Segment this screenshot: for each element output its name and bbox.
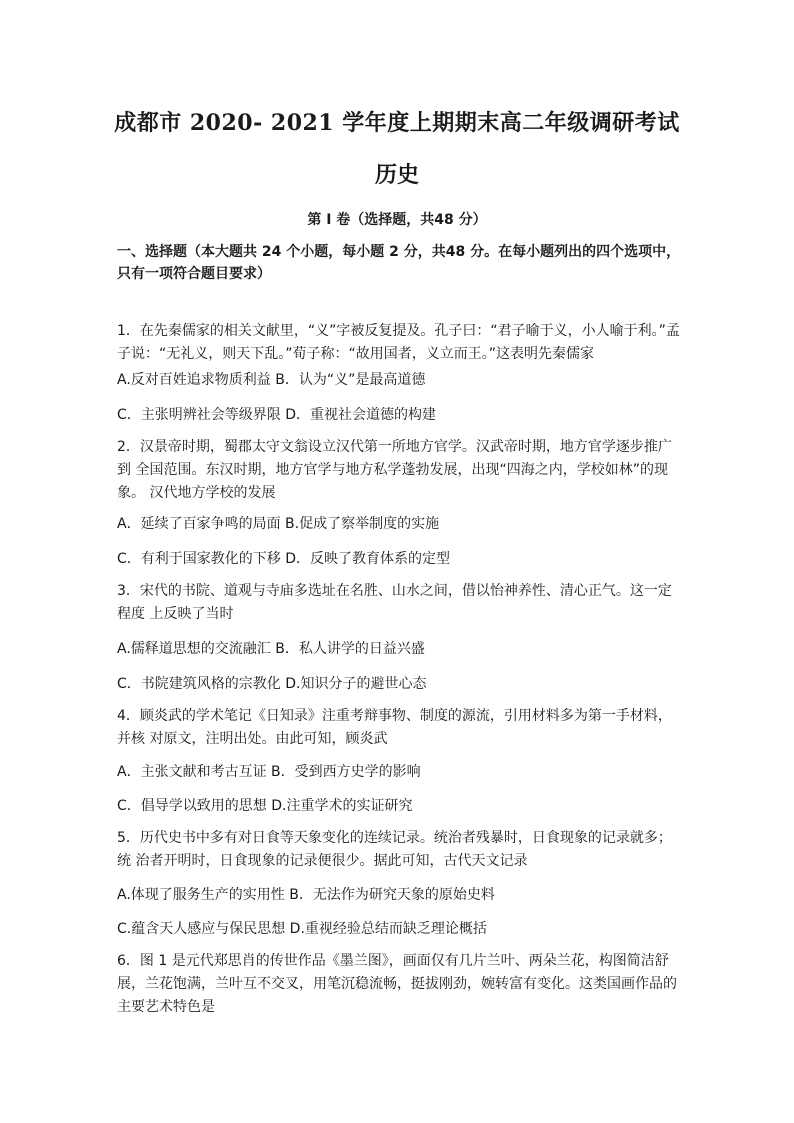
question-3-options-cd: C．书院建筑风格的宗教化 D.知识分子的避世心态 bbox=[117, 676, 427, 692]
question-5-options-ab: A.体现了服务生产的实用性 B．无法作为研究天象的原始史料 bbox=[117, 887, 495, 903]
question-2-options-cd: C．有利于国家教化的下移 D．反映了教育体系的定型 bbox=[117, 551, 451, 567]
section-instructions: 一、选择题（本大题共 24 个小题，每小题 2 分，共48 分。在每小题列出的四个选项中，只有一项符合题目要求） bbox=[117, 244, 681, 282]
question-3-stem: 3．宋代的书院、道观与寺庙多选址在名胜、山水之间，借以怡神养性、清心正气。这一定程度 上反映了当时 bbox=[117, 583, 672, 622]
question-4-options-cd: C．倡导学以致用的思想 D.注重学术的实证研究 bbox=[117, 798, 413, 814]
question-6-stem: 6．图 1 是元代郑思肖的传世作品《墨兰图》，画面仅有几片兰叶、两朵兰花，构图简洁舒展，兰花饱满，兰叶互不交叉，用笔沉稳流畅，挺拔刚劲，婉转富有变化。这类国画作品的主要艺术特色是 bbox=[117, 953, 677, 1015]
question-4-options-ab: A．主张文献和考古互证 B．受到西方史学的影响 bbox=[117, 764, 421, 780]
question-4-stem: 4．顾炎武的学术笔记《日知录》注重考辩事物、制度的源流，引用材料多为第一手材料，并核 对原文，注明出处。由此可知，顾炎武 bbox=[117, 708, 672, 747]
question-1-options-ab: A.反对百姓追求物质利益 B．认为“义”是最高道德 bbox=[117, 372, 426, 388]
subject-title: 历史 bbox=[374, 162, 419, 188]
question-5-stem: 5．历代史书中多有对日食等天象变化的连续记录。统治者残暴时，日食现象的记录就多；统 治者开明时，日食现象的记录便很少。据此可知，古代天文记录 bbox=[117, 830, 672, 869]
question-5-options-cd: C.蕴含天人感应与保民思想 D.重视经验总结而缺乏理论概括 bbox=[117, 921, 487, 937]
question-1-options-cd: C．主张明辨社会等级界限 D．重视社会道德的构建 bbox=[117, 407, 437, 423]
question-1-stem: 1．在先秦儒家的相关文献里，“义”字被反复提及。孔子曰：“君子喻于义，小人喻于利。”孟子说：“无礼义，则天下乱。”荀子称：“故用国者，义立而王。”这表明先秦儒家 bbox=[117, 323, 680, 362]
section-heading: 第 I 卷（选择题，共48 分） bbox=[307, 212, 487, 228]
exam-title: 成都市 2020- 2021 学年度上期期末高二年级调研考试 bbox=[114, 110, 680, 136]
question-2-options-ab: A．延续了百家争鸣的局面 B.促成了察举制度的实施 bbox=[117, 516, 440, 532]
question-2-stem: 2．汉景帝时期，蜀郡太守文翁设立汉代第一所地方官学。汉武帝时期，地方官学逐步推广到 全国范围。东汉时期，地方官学与地方私学蓬勃发展，出现“四海之内，学校如林”的现象。 汉代地方学校的发展 bbox=[117, 439, 672, 501]
question-3-options-ab: A.儒释道思想的交流融汇 B．私人讲学的日益兴盛 bbox=[117, 641, 425, 657]
